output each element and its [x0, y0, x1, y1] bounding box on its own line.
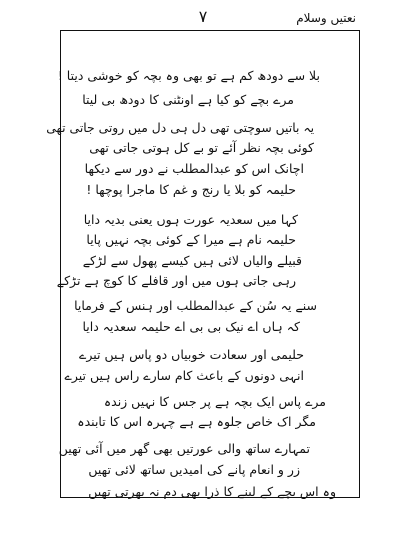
verse-line: انہی دونوں کے باعث کام سارے راس ہیں تیرے: [64, 368, 304, 383]
verse-line: بلا سے دودھ کم ہے تو بھی وہ بچہ کو خوشی دیتا !: [57, 68, 320, 83]
running-header-title: نعتیں وسلام: [296, 11, 356, 25]
verse-line: مرے پاس ایک بچہ ہے پر جس کا نہیں زندہ: [103, 394, 326, 409]
verse-line: حلیمہ نام ہے میرا کے کوئی بچہ نہیں پایا: [86, 232, 296, 247]
verse-line: کہ ہاں اے نیک بی بی اے حلیمہ سعدیہ دایا: [82, 319, 300, 334]
verse-line: حلیمی اور سعادت خوبیاں دو پاس ہیں تیرے: [79, 347, 304, 362]
verse-line: کہا میں سعدیہ عورت ہوں یعنی بدیہ دایا: [83, 212, 298, 227]
verse-line: یہ باتیں سوچتی تھی دل ہی دل میں روتی جاتی تھی: [46, 121, 314, 135]
verse-line: رہی جاتی ہوں میں اور قافلے کا کوچ ہے تڑکے: [56, 273, 296, 288]
verse-line: قبیلے والیاں لائی ہیں کیسے پھول سے لڑکے: [82, 253, 302, 268]
verse-line: اچانک اس کو عبدالمطلب نے دور سے دیکھا: [84, 161, 304, 176]
verse-line: مگر اک خاص جلوہ ہے ہے چہرہ اس کا تابندہ: [77, 414, 316, 429]
verse-line: کوئی بچہ نظر آئے تو بے کل ہوتی جاتی تھی: [89, 140, 314, 155]
verse-line: وہ اس بچے کے لینے کا ذرا بھی دم نہ بھرتی تھیں: [88, 484, 336, 499]
verse-line: تمہارے ساتھ والی عورتیں بھی گھر میں آئی تھیں: [58, 441, 310, 456]
verse-line: مرے بچے کو کیا ہے اونٹنی کا دودھ بی لیتا: [82, 92, 294, 107]
verse-line: حلیمہ کو بلا یا رنج و غم کا ماجرا پوچھا !: [86, 182, 296, 197]
page-number: ۷: [198, 7, 208, 26]
verse-line: زر و انعام پانے کی امیدیں ساتھ لائی تھیں: [88, 462, 300, 477]
verse-line: سنے یہ سُن کے عبدالمطلب اور ہنس کے فرمایا: [74, 298, 317, 313]
